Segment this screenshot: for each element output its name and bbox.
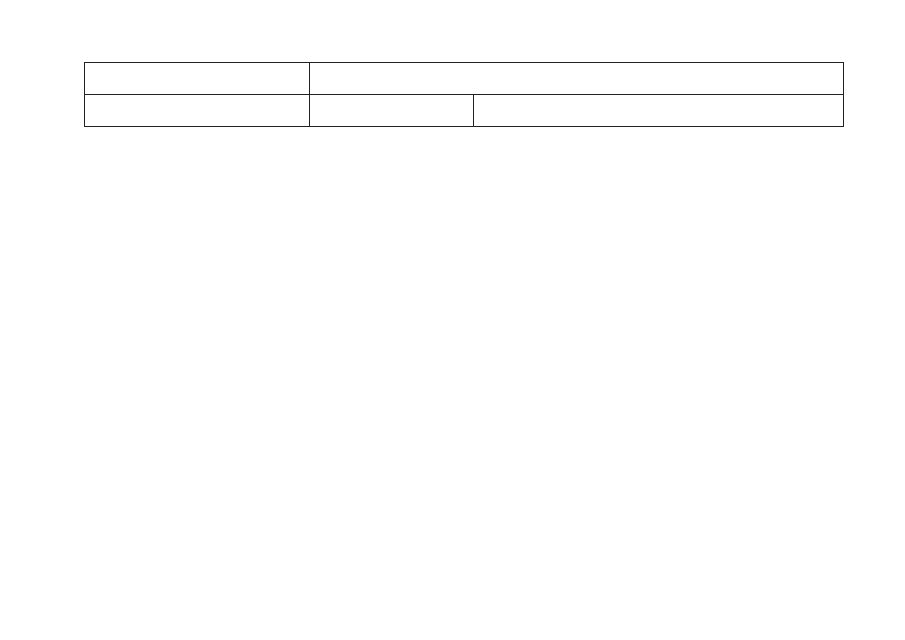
budget-table (84, 62, 844, 127)
indicator-extra (474, 95, 844, 127)
indicator-row (85, 95, 844, 127)
service-row (85, 63, 844, 95)
service-label (85, 63, 310, 95)
indicator-label (85, 95, 310, 127)
service-value (310, 63, 844, 95)
indicator-value (310, 95, 474, 127)
